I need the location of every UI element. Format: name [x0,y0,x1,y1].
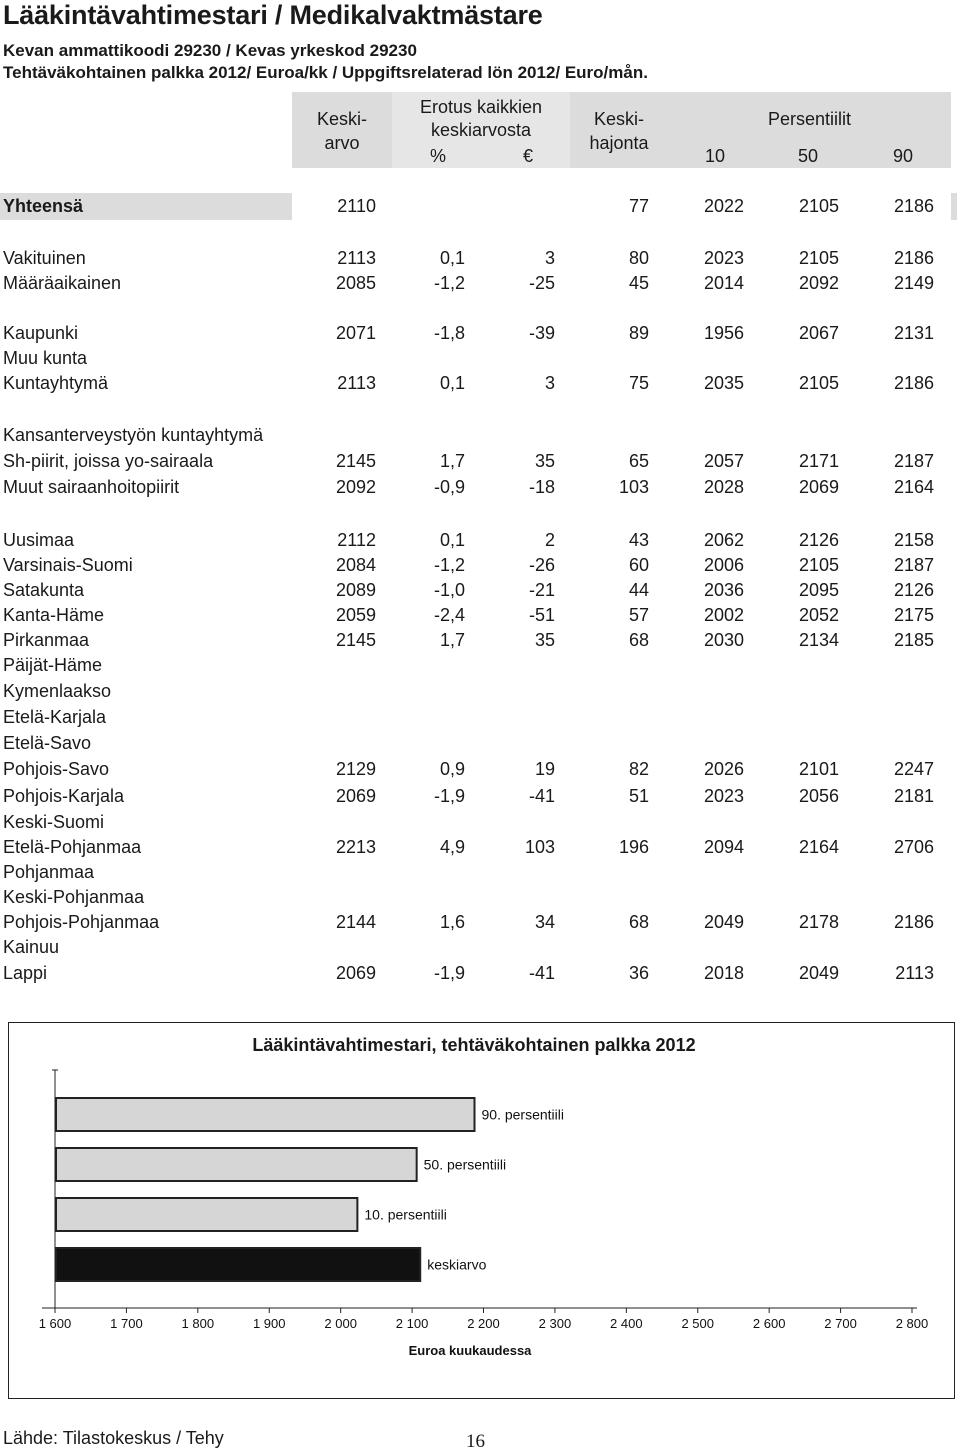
table-row [0,578,960,602]
cell-mean: 2085 [335,273,376,293]
cell-p10: 2062 [703,530,744,550]
header-shade-mean [292,92,392,168]
cell-p10: 2018 [703,963,744,983]
bar-3 [56,1248,420,1281]
cell-p50: 2126 [798,530,839,550]
salary-bar-chart [0,1060,960,1400]
occupation-code: Kevan ammattikoodi 29230 / Kevas yrkeskod 29230 [3,41,417,60]
table-row [0,757,960,781]
row-label: Lappi [3,963,48,983]
cell-pct: -2,4 [433,605,465,625]
row-label: Etelä-Savo [3,733,92,753]
row-label: Muut sairaanhoitopiirit [3,477,180,497]
table-row [0,860,960,884]
x-axis-title: Euroa kuukaudessa [408,1343,532,1358]
cell-p50: 2095 [798,580,839,600]
cell-sd: 103 [618,477,649,497]
row-label: Pirkanmaa [3,630,90,650]
header-sd-1: Keski- [593,109,644,129]
cell-eur: 103 [524,837,555,857]
x-tick-label-9: 2 500 [681,1316,715,1331]
cell-p50: 2178 [798,912,839,932]
cell-pct: 1,6 [439,912,465,932]
cell-eur: -18 [528,477,555,497]
cell-mean: 2092 [335,477,376,497]
cell-p50: 2105 [798,555,839,575]
header-diff-1: Erotus kaikkien [419,97,543,117]
cell-eur: 35 [534,451,555,471]
cell-p50: 2101 [798,759,839,779]
total-p90: 2186 [893,196,934,216]
cell-p10: 2023 [703,248,744,268]
cell-p10: 1956 [703,323,744,343]
cell-sd: 89 [628,323,649,343]
row-label: Pohjois-Karjala [3,786,125,806]
header-diff-pct: % [429,146,446,166]
cell-sd: 45 [628,273,649,293]
cell-p10: 2026 [703,759,744,779]
table-row [0,449,960,473]
cell-mean: 2084 [335,555,376,575]
cell-pct: -0,9 [433,477,465,497]
cell-sd: 65 [628,451,649,471]
table-row [0,705,960,729]
table-row [0,423,960,447]
header-shade-sd [570,92,668,168]
cell-p50: 2067 [798,323,839,343]
row-label: Etelä-Karjala [3,707,107,727]
cell-eur: -51 [528,605,555,625]
x-tick-label-2: 1 800 [181,1316,215,1331]
table-row [0,271,960,295]
cell-pct: -1,0 [433,580,465,600]
bar-label-3: keskiarvo [427,1256,487,1273]
x-tick-label-12: 2 800 [895,1316,929,1331]
cell-mean: 2213 [335,837,376,857]
cell-eur: -21 [528,580,555,600]
cell-p50: 2171 [798,451,839,471]
header-sd-2: hajonta [589,133,649,153]
cell-sd: 75 [628,373,649,393]
cell-mean: 2145 [335,630,376,650]
cell-p90: 2247 [893,759,934,779]
cell-pct: -1,2 [433,273,465,293]
cell-eur: -41 [528,786,555,806]
cell-pct: 1,7 [439,451,465,471]
header-p10: 10 [704,146,726,166]
total-p50: 2105 [798,196,839,216]
cell-p50: 2052 [798,605,839,625]
cell-p10: 2035 [703,373,744,393]
cell-p10: 2057 [703,451,744,471]
table-row [0,628,960,652]
cell-p90: 2706 [893,837,934,857]
table-row [0,961,960,985]
bar-0 [56,1098,475,1131]
cell-mean: 2144 [335,912,376,932]
cell-sd: 36 [628,963,649,983]
bar-2 [56,1198,357,1231]
row-label: Kymenlaakso [3,681,112,701]
cell-eur: -39 [528,323,555,343]
total-mean: 2110 [337,196,376,216]
cell-mean: 2069 [335,963,376,983]
cell-eur: -41 [528,963,555,983]
header-mean-1: Keski- [316,109,367,129]
cell-p50: 2069 [798,477,839,497]
bar-label-1: 50. persentiili [423,1156,507,1173]
cell-p90: 2187 [893,555,934,575]
cell-p10: 2028 [703,477,744,497]
cell-p90: 2113 [895,963,934,983]
cell-p90: 2186 [893,373,934,393]
cell-mean: 2129 [335,759,376,779]
cell-sd: 196 [618,837,649,857]
x-tick-label-7: 2 300 [538,1316,572,1331]
table-row [0,246,960,270]
cell-p90: 2186 [893,912,934,932]
cell-eur: 2 [544,530,555,550]
cell-p50: 2105 [798,373,839,393]
row-label: Etelä-Pohjanmaa [3,837,142,857]
cell-p90: 2186 [893,248,934,268]
row-label: Määräaikainen [3,273,122,293]
cell-p90: 2164 [893,477,934,497]
cell-mean: 2113 [337,248,376,268]
cell-eur: 3 [544,248,555,268]
cell-p90: 2181 [893,786,934,806]
table-row [0,835,960,859]
row-label: Pohjanmaa [3,862,95,882]
table-row [0,603,960,627]
x-tick-label-6: 2 200 [467,1316,500,1331]
table-row [0,810,960,834]
table-row [0,784,960,808]
table-row [0,885,960,909]
x-tick-label-4: 2 000 [324,1316,357,1331]
page-number: 16 [466,1431,485,1452]
cell-p90: 2158 [893,530,934,550]
cell-pct: -1,9 [433,963,465,983]
cell-p10: 2023 [703,786,744,806]
cell-sd: 80 [628,248,649,268]
cell-p10: 2094 [703,837,744,857]
row-label: Keski-Pohjanmaa [3,887,145,907]
cell-p50: 2056 [798,786,839,806]
cell-p90: 2131 [893,323,934,343]
cell-sd: 51 [628,786,649,806]
x-tick-label-3: 1 900 [252,1316,286,1331]
total-label: Yhteensä [3,196,84,216]
cell-sd: 82 [628,759,649,779]
bar-1 [56,1148,417,1181]
cell-pct: -1,8 [433,323,465,343]
header-p90: 90 [892,146,914,166]
total-row [0,194,960,218]
cell-p50: 2092 [798,273,839,293]
cell-p10: 2049 [703,912,744,932]
cell-p10: 2030 [703,630,744,650]
cell-sd: 57 [628,605,649,625]
cell-pct: 0,1 [439,248,465,268]
bar-label-0: 90. persentiili [481,1106,565,1123]
x-tick-label-0: 1 600 [38,1316,72,1331]
cell-eur: 19 [534,759,555,779]
cell-sd: 68 [628,630,649,650]
cell-sd: 44 [628,580,649,600]
cell-p90: 2185 [893,630,934,650]
row-label: Pohjois-Savo [3,759,110,779]
cell-p90: 2175 [893,605,934,625]
table-row [0,321,960,345]
chart-title: Lääkintävahtimestari, tehtäväkohtainen palkka 2012 [252,1035,696,1055]
cell-p50: 2049 [798,963,839,983]
row-label: Vakituinen [3,248,86,268]
row-label: Kanta-Häme [3,605,105,625]
x-tick-label-5: 2 100 [395,1316,429,1331]
x-tick-label-1: 1 700 [110,1316,143,1331]
header-percentiles: Persentiilit [767,109,852,129]
cell-p10: 2002 [703,605,744,625]
table-row [0,346,960,370]
row-label: Muu kunta [3,348,88,368]
cell-pct: -1,2 [433,555,465,575]
table-row [0,371,960,395]
bar-label-2: 10. persentiili [364,1206,447,1223]
cell-pct: 0,9 [439,759,465,779]
page-title: Lääkintävahtimestari / Medikalvaktmästare [3,0,543,30]
cell-eur: 3 [544,373,555,393]
row-label: Kaupunki [3,323,79,343]
row-label: Kainuu [3,937,60,957]
row-label: Pohjois-Pohjanmaa [3,912,160,932]
row-label: Kuntayhtymä [3,373,109,393]
cell-mean: 2145 [335,451,376,471]
row-label: Kansanterveystyön kuntayhtymä [3,425,264,445]
cell-eur: -25 [528,273,555,293]
cell-p10: 2006 [703,555,744,575]
table-row [0,553,960,577]
table-row [0,731,960,755]
cell-mean: 2089 [335,580,376,600]
cell-eur: 34 [534,912,555,932]
row-label: Päijät-Häme [3,655,103,675]
source-note: Lähde: Tilastokeskus / Tehy [3,1428,224,1448]
cell-mean: 2112 [337,530,376,550]
total-sd: 77 [628,196,649,216]
header-mean-2: arvo [324,133,360,153]
x-tick-label-10: 2 600 [752,1316,786,1331]
row-label: Satakunta [3,580,85,600]
cell-pct: 0,1 [439,530,465,550]
cell-p50: 2105 [798,248,839,268]
table-row [0,935,960,959]
row-label: Uusimaa [3,530,75,550]
row-label: Varsinais-Suomi [3,555,133,575]
table-caption: Tehtäväkohtainen palkka 2012/ Euroa/kk / Uppgiftsrelaterad lön 2012/ Euro/mån. [3,63,648,82]
header-diff-2: keskiarvosta [430,120,532,140]
x-tick-label-8: 2 400 [610,1316,643,1331]
total-p10: 2022 [703,196,744,216]
cell-mean: 2113 [337,373,376,393]
cell-sd: 60 [628,555,649,575]
row-label: Sh-piirit, joissa yo-sairaala [3,451,214,471]
cell-p10: 2036 [703,580,744,600]
cell-eur: 35 [534,630,555,650]
cell-mean: 2059 [335,605,376,625]
cell-mean: 2069 [335,786,376,806]
cell-p10: 2014 [703,273,744,293]
cell-pct: 4,9 [439,837,465,857]
x-tick-label-11: 2 700 [824,1316,857,1331]
cell-pct: 1,7 [439,630,465,650]
cell-p50: 2134 [798,630,839,650]
cell-pct: 0,1 [439,373,465,393]
row-label: Keski-Suomi [3,812,105,832]
cell-eur: -26 [528,555,555,575]
table-row [0,653,960,677]
cell-p90: 2187 [893,451,934,471]
header-diff-eur: € [522,146,533,166]
cell-mean: 2071 [335,323,376,343]
cell-p90: 2149 [893,273,934,293]
table-row [0,679,960,703]
cell-sd: 43 [628,530,649,550]
header-p50: 50 [797,146,819,166]
cell-pct: -1,9 [433,786,465,806]
table-row [0,910,960,934]
table-row [0,475,960,499]
cell-sd: 68 [628,912,649,932]
cell-p90: 2126 [893,580,934,600]
cell-p50: 2164 [798,837,839,857]
table-row [0,528,960,552]
